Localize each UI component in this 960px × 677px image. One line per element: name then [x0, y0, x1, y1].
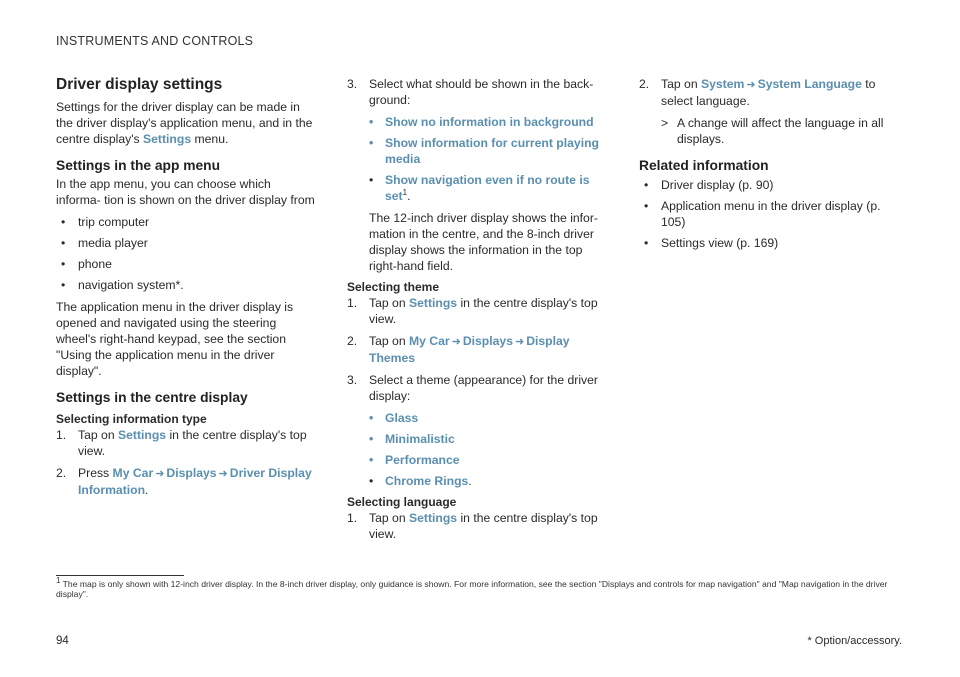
step-2: 2. Tap on System ➜ System Language to select language.	[639, 77, 876, 108]
info-type-subheading: Selecting information type	[56, 412, 207, 426]
step-result: > A change will affect the language in all displays.	[661, 116, 884, 146]
themes-list	[347, 410, 609, 489]
list-item: • trip computer	[56, 214, 318, 230]
language-subheading: Selecting language	[347, 495, 457, 509]
list-item: • media player	[56, 235, 318, 251]
related-link[interactable]: • Settings view (p. 169)	[639, 235, 901, 251]
list-item: • Performance	[347, 452, 609, 468]
option-note: * Option/accessory.	[807, 635, 902, 647]
settings-link: Settings	[143, 132, 192, 146]
system-language-link: System Language	[757, 77, 862, 91]
column-3	[639, 76, 901, 257]
my-car-link: My Car	[408, 334, 450, 348]
list-item: • Chrome Rings.	[347, 473, 609, 489]
app-menu-text: In the app menu, you can choose which informa- tion is shown on the driver display from	[56, 177, 315, 207]
step-2: 2. Press My Car ➜ Displays ➜ Driver Display Information.	[56, 466, 312, 497]
result-glyph: >	[661, 116, 669, 130]
step-1: 1. Tap on Settings in the centre display's top view.	[56, 428, 307, 458]
arrow-right-icon: ➜	[218, 468, 228, 480]
arrow-right-icon: ➜	[451, 336, 461, 348]
system-link: System	[700, 77, 745, 91]
my-car-link: My Car	[112, 466, 154, 480]
page-number: 94	[56, 635, 69, 647]
step-2: 2. Tap on My Car ➜ Displays ➜ Display Themes	[347, 334, 570, 365]
displays-link: Displays	[166, 466, 217, 480]
app-menu-heading: Settings in the app menu	[56, 158, 221, 173]
arrow-right-icon: ➜	[155, 468, 165, 480]
list-item: • navigation system*.	[56, 277, 318, 293]
settings-link: Settings	[117, 428, 167, 442]
step-3: 3. Select a theme (appearance) for the driver display:	[347, 373, 598, 403]
related-info-heading: Related information	[639, 158, 769, 173]
theme-subheading: Selecting theme	[347, 280, 440, 294]
page-header: INSTRUMENTS AND CONTROLS	[56, 34, 254, 48]
settings-link: Settings	[408, 511, 458, 525]
related-info-list	[639, 177, 901, 251]
footnote-ref: 1	[402, 187, 408, 197]
list-item: • Show navigation even if no route is set$^1$.	[347, 172, 609, 204]
step-1: 1. Tap on Settings in the centre display's top view.	[347, 296, 598, 326]
footnote: $^1$ The map is only shown with 12-inch driver display. In the 8-inch driver display, only guidance is shown. For more information, see the section "Displays and controls for map navigation" and "Map navigation in the driver display".	[56, 576, 888, 599]
list-item: • phone	[56, 256, 318, 272]
settings-link: Settings	[408, 296, 458, 310]
arrow-right-icon: ➜	[746, 79, 756, 91]
driver-display-info-link: Driver Display Information	[78, 466, 312, 497]
step-3: 3. Select what should be shown in the back- ground:	[347, 77, 594, 107]
app-menu-text-2: The application menu in the driver display is opened and navigated using the steering wheel's right-hand keypad, see the section "Using the application menu in the driver display".	[56, 300, 294, 378]
centre-display-heading: Settings in the centre display	[56, 390, 248, 405]
app-menu-list	[56, 214, 318, 293]
list-item: • Minimalistic	[347, 431, 609, 447]
arrow-right-icon: ➜	[514, 336, 525, 348]
related-link[interactable]: • Driver display (p. 90)	[639, 177, 901, 193]
intro-paragraph: Settings for the driver display can be made in the driver display's application menu, and in the centre display's Settings menu.	[56, 100, 313, 146]
list-item: • Show information for current playing media	[347, 135, 609, 167]
displays-link: Displays	[462, 334, 513, 348]
step-1: 1. Tap on Settings in the centre display's top view.	[347, 511, 598, 541]
page-title: Driver display settings	[56, 76, 223, 93]
list-item: • Glass	[347, 410, 609, 426]
background-options-list	[347, 114, 609, 204]
column-1	[56, 76, 318, 504]
display-themes-link: Display Themes	[369, 334, 570, 365]
list-item: • Show no information in background	[347, 114, 609, 130]
footnote-divider	[56, 575, 184, 576]
column-2	[347, 76, 609, 548]
display-size-note: The 12-inch driver display shows the infor- mation in the centre, and the 8-inch driver display shows the information in the top right-hand field.	[369, 211, 598, 273]
related-link[interactable]: • Application menu in the driver display (p. 105)	[639, 198, 901, 230]
